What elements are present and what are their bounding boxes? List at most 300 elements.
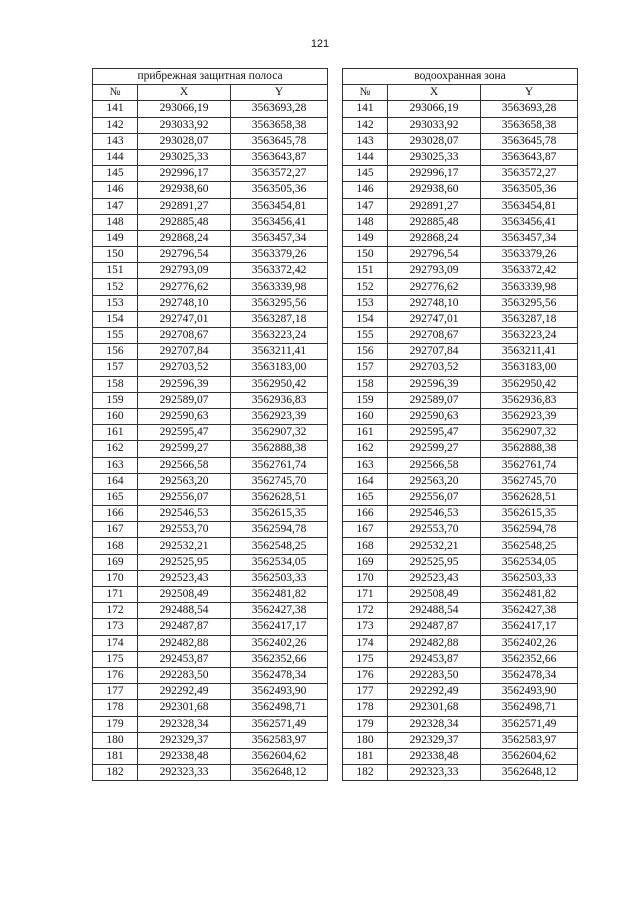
point-number-cell: 172 <box>343 603 388 619</box>
table-row <box>343 263 578 279</box>
x-coordinate-cell: 292885,48 <box>138 214 231 230</box>
y-coordinate-cell: 3563457,34 <box>481 230 578 246</box>
point-number-cell: 174 <box>343 635 388 651</box>
table-row <box>343 295 578 311</box>
x-coordinate-cell: 293066,19 <box>138 101 231 117</box>
x-coordinate-cell: 292796,54 <box>138 247 231 263</box>
x-coordinate-cell: 292525,95 <box>138 554 231 570</box>
y-coordinate-cell: 3562417,17 <box>231 619 328 635</box>
table-row <box>343 732 578 748</box>
x-coordinate-cell: 292487,87 <box>138 619 231 635</box>
table-title-row <box>343 69 578 85</box>
point-number-cell: 177 <box>93 684 138 700</box>
point-number-cell: 169 <box>93 554 138 570</box>
point-number-cell: 163 <box>343 457 388 473</box>
x-coordinate-cell: 292748,10 <box>138 295 231 311</box>
table-row <box>343 635 578 651</box>
y-coordinate-cell: 3562628,51 <box>231 489 328 505</box>
y-coordinate-cell: 3563572,27 <box>231 166 328 182</box>
x-coordinate-cell: 292599,27 <box>138 441 231 457</box>
point-number-cell: 174 <box>93 635 138 651</box>
point-number-cell: 160 <box>343 408 388 424</box>
x-coordinate-cell: 292482,88 <box>388 635 481 651</box>
y-coordinate-cell: 3563287,18 <box>231 311 328 327</box>
table-row <box>343 328 578 344</box>
point-number-cell: 164 <box>343 473 388 489</box>
x-coordinate-cell: 292566,58 <box>138 457 231 473</box>
table-row <box>93 230 328 246</box>
x-coordinate-cell: 292793,09 <box>138 263 231 279</box>
table-row <box>93 425 328 441</box>
table-row <box>93 441 328 457</box>
y-coordinate-cell: 3562950,42 <box>231 376 328 392</box>
y-coordinate-cell: 3563372,42 <box>481 263 578 279</box>
x-coordinate-cell: 292796,54 <box>388 247 481 263</box>
point-number-cell: 143 <box>93 133 138 149</box>
point-number-cell: 173 <box>343 619 388 635</box>
y-coordinate-cell: 3562648,12 <box>231 765 328 781</box>
point-number-cell: 179 <box>343 716 388 732</box>
point-number-cell: 178 <box>93 700 138 716</box>
x-coordinate-cell: 292776,62 <box>138 279 231 295</box>
x-coordinate-cell: 292996,17 <box>138 166 231 182</box>
table-row <box>93 765 328 781</box>
point-number-cell: 141 <box>93 101 138 117</box>
y-coordinate-cell: 3562548,25 <box>481 538 578 554</box>
x-coordinate-cell: 292868,24 <box>138 230 231 246</box>
x-coordinate-cell: 292553,70 <box>388 522 481 538</box>
x-coordinate-cell: 293028,07 <box>388 133 481 149</box>
point-number-cell: 165 <box>93 489 138 505</box>
table-row <box>343 489 578 505</box>
x-coordinate-cell: 292703,52 <box>388 360 481 376</box>
y-coordinate-cell: 3563372,42 <box>231 263 328 279</box>
point-number-cell: 148 <box>93 214 138 230</box>
table-row <box>93 538 328 554</box>
x-coordinate-cell: 292748,10 <box>388 295 481 311</box>
x-coordinate-cell: 292589,07 <box>138 392 231 408</box>
y-coordinate-cell: 3562615,35 <box>231 506 328 522</box>
x-coordinate-cell: 292708,67 <box>138 328 231 344</box>
y-coordinate-cell: 3562923,39 <box>481 408 578 424</box>
table-row <box>93 344 328 360</box>
y-coordinate-cell: 3563295,56 <box>481 295 578 311</box>
y-coordinate-cell: 3562907,32 <box>481 425 578 441</box>
x-coordinate-cell: 292596,39 <box>388 376 481 392</box>
x-coordinate-cell: 292556,07 <box>388 489 481 505</box>
x-coordinate-cell: 293066,19 <box>388 101 481 117</box>
table-row <box>343 570 578 586</box>
x-coordinate-cell: 292283,50 <box>388 667 481 683</box>
point-number-cell: 167 <box>93 522 138 538</box>
y-coordinate-cell: 3562888,38 <box>231 441 328 457</box>
header-number: № <box>93 85 138 101</box>
y-coordinate-cell: 3562417,17 <box>481 619 578 635</box>
header-x: X <box>388 85 481 101</box>
x-coordinate-cell: 292590,63 <box>388 408 481 424</box>
table-row <box>93 117 328 133</box>
point-number-cell: 166 <box>93 506 138 522</box>
table-title-row <box>93 69 328 85</box>
y-coordinate-cell: 3563223,24 <box>231 328 328 344</box>
y-coordinate-cell: 3563379,26 <box>231 247 328 263</box>
coastal-protection-strip-table <box>92 68 328 781</box>
point-number-cell: 162 <box>93 441 138 457</box>
x-coordinate-cell: 292885,48 <box>388 214 481 230</box>
x-coordinate-cell: 292868,24 <box>388 230 481 246</box>
y-coordinate-cell: 3562604,62 <box>481 748 578 764</box>
point-number-cell: 156 <box>93 344 138 360</box>
point-number-cell: 144 <box>93 149 138 165</box>
point-number-cell: 175 <box>93 651 138 667</box>
table-row <box>93 522 328 538</box>
table-row <box>93 376 328 392</box>
y-coordinate-cell: 3562745,70 <box>481 473 578 489</box>
y-coordinate-cell: 3563693,28 <box>231 101 328 117</box>
table-row <box>343 117 578 133</box>
point-number-cell: 142 <box>93 117 138 133</box>
x-coordinate-cell: 292546,53 <box>138 506 231 522</box>
table-row <box>343 441 578 457</box>
x-coordinate-cell: 292747,01 <box>138 311 231 327</box>
y-coordinate-cell: 3562936,83 <box>481 392 578 408</box>
header-y: Y <box>231 85 328 101</box>
point-number-cell: 151 <box>93 263 138 279</box>
x-coordinate-cell: 292532,21 <box>388 538 481 554</box>
point-number-cell: 158 <box>343 376 388 392</box>
x-coordinate-cell: 292566,58 <box>388 457 481 473</box>
y-coordinate-cell: 3563223,24 <box>481 328 578 344</box>
point-number-cell: 159 <box>343 392 388 408</box>
point-number-cell: 179 <box>93 716 138 732</box>
x-coordinate-cell: 292708,67 <box>388 328 481 344</box>
point-number-cell: 164 <box>93 473 138 489</box>
point-number-cell: 163 <box>93 457 138 473</box>
y-coordinate-cell: 3563183,00 <box>231 360 328 376</box>
point-number-cell: 181 <box>343 748 388 764</box>
table-row <box>93 587 328 603</box>
y-coordinate-cell: 3562478,34 <box>231 667 328 683</box>
x-coordinate-cell: 292328,34 <box>138 716 231 732</box>
table-row <box>343 101 578 117</box>
x-coordinate-cell: 293033,92 <box>388 117 481 133</box>
table-row <box>343 166 578 182</box>
point-number-cell: 157 <box>93 360 138 376</box>
table-row <box>93 198 328 214</box>
table-row <box>343 506 578 522</box>
y-coordinate-cell: 3562761,74 <box>481 457 578 473</box>
x-coordinate-cell: 292563,20 <box>138 473 231 489</box>
x-coordinate-cell: 293028,07 <box>138 133 231 149</box>
table-row <box>343 392 578 408</box>
point-number-cell: 161 <box>93 425 138 441</box>
table-row <box>93 214 328 230</box>
table-row <box>343 667 578 683</box>
table-row <box>93 392 328 408</box>
y-coordinate-cell: 3562571,49 <box>481 716 578 732</box>
point-number-cell: 148 <box>343 214 388 230</box>
table-row <box>343 230 578 246</box>
x-coordinate-cell: 292556,07 <box>138 489 231 505</box>
y-coordinate-cell: 3562481,82 <box>231 587 328 603</box>
y-coordinate-cell: 3562571,49 <box>231 716 328 732</box>
y-coordinate-cell: 3562594,78 <box>231 522 328 538</box>
point-number-cell: 180 <box>93 732 138 748</box>
point-number-cell: 168 <box>343 538 388 554</box>
table-row <box>93 295 328 311</box>
table-row <box>93 457 328 473</box>
y-coordinate-cell: 3562503,33 <box>231 570 328 586</box>
table-row <box>93 133 328 149</box>
x-coordinate-cell: 292793,09 <box>388 263 481 279</box>
point-number-cell: 155 <box>93 328 138 344</box>
x-coordinate-cell: 292707,84 <box>138 344 231 360</box>
x-coordinate-cell: 292453,87 <box>138 651 231 667</box>
x-coordinate-cell: 292488,54 <box>388 603 481 619</box>
table-row <box>343 748 578 764</box>
x-coordinate-cell: 292488,54 <box>138 603 231 619</box>
table-row <box>343 198 578 214</box>
table-row <box>93 166 328 182</box>
x-coordinate-cell: 292329,37 <box>388 732 481 748</box>
y-coordinate-cell: 3562923,39 <box>231 408 328 424</box>
point-number-cell: 150 <box>343 247 388 263</box>
y-coordinate-cell: 3562615,35 <box>481 506 578 522</box>
x-coordinate-cell: 292487,87 <box>388 619 481 635</box>
x-coordinate-cell: 292508,49 <box>388 587 481 603</box>
x-coordinate-cell: 292338,48 <box>388 748 481 764</box>
y-coordinate-cell: 3562534,05 <box>481 554 578 570</box>
x-coordinate-cell: 292523,43 <box>388 570 481 586</box>
x-coordinate-cell: 293025,33 <box>138 149 231 165</box>
page-number: 121 <box>310 38 330 50</box>
table-row <box>93 101 328 117</box>
y-coordinate-cell: 3563211,41 <box>231 344 328 360</box>
point-number-cell: 160 <box>93 408 138 424</box>
y-coordinate-cell: 3562548,25 <box>231 538 328 554</box>
table-row <box>343 619 578 635</box>
y-coordinate-cell: 3562745,70 <box>231 473 328 489</box>
table-row <box>93 570 328 586</box>
x-coordinate-cell: 292301,68 <box>388 700 481 716</box>
table-row <box>343 247 578 263</box>
y-coordinate-cell: 3563643,87 <box>481 149 578 165</box>
y-coordinate-cell: 3563287,18 <box>481 311 578 327</box>
y-coordinate-cell: 3563457,34 <box>231 230 328 246</box>
x-coordinate-cell: 292329,37 <box>138 732 231 748</box>
y-coordinate-cell: 3563456,41 <box>481 214 578 230</box>
x-coordinate-cell: 292590,63 <box>138 408 231 424</box>
point-number-cell: 149 <box>93 230 138 246</box>
table-row <box>343 344 578 360</box>
y-coordinate-cell: 3562628,51 <box>481 489 578 505</box>
point-number-cell: 168 <box>93 538 138 554</box>
point-number-cell: 165 <box>343 489 388 505</box>
header-number: № <box>343 85 388 101</box>
y-coordinate-cell: 3563658,38 <box>231 117 328 133</box>
table-row <box>343 554 578 570</box>
y-coordinate-cell: 3563211,41 <box>481 344 578 360</box>
table-row <box>343 360 578 376</box>
point-number-cell: 146 <box>343 182 388 198</box>
table-row <box>93 732 328 748</box>
y-coordinate-cell: 3562402,26 <box>481 635 578 651</box>
point-number-cell: 176 <box>93 667 138 683</box>
x-coordinate-cell: 292595,47 <box>388 425 481 441</box>
point-number-cell: 161 <box>343 425 388 441</box>
table-header-row <box>343 85 578 101</box>
point-number-cell: 177 <box>343 684 388 700</box>
y-coordinate-cell: 3562648,12 <box>481 765 578 781</box>
table-row <box>93 328 328 344</box>
table-row <box>343 765 578 781</box>
y-coordinate-cell: 3562761,74 <box>231 457 328 473</box>
point-number-cell: 159 <box>93 392 138 408</box>
y-coordinate-cell: 3562907,32 <box>231 425 328 441</box>
y-coordinate-cell: 3562427,38 <box>481 603 578 619</box>
x-coordinate-cell: 292482,88 <box>138 635 231 651</box>
point-number-cell: 181 <box>93 748 138 764</box>
table-row <box>93 408 328 424</box>
point-number-cell: 149 <box>343 230 388 246</box>
table-row <box>343 684 578 700</box>
y-coordinate-cell: 3562493,90 <box>231 684 328 700</box>
y-coordinate-cell: 3562583,97 <box>231 732 328 748</box>
point-number-cell: 150 <box>93 247 138 263</box>
table-row <box>93 279 328 295</box>
y-coordinate-cell: 3562493,90 <box>481 684 578 700</box>
point-number-cell: 155 <box>343 328 388 344</box>
y-coordinate-cell: 3563339,98 <box>481 279 578 295</box>
point-number-cell: 145 <box>93 166 138 182</box>
y-coordinate-cell: 3562594,78 <box>481 522 578 538</box>
x-coordinate-cell: 292323,33 <box>388 765 481 781</box>
table-row <box>343 279 578 295</box>
point-number-cell: 170 <box>93 570 138 586</box>
y-coordinate-cell: 3562498,71 <box>231 700 328 716</box>
table-row <box>93 311 328 327</box>
table-row <box>343 587 578 603</box>
point-number-cell: 180 <box>343 732 388 748</box>
x-coordinate-cell: 292508,49 <box>138 587 231 603</box>
x-coordinate-cell: 293025,33 <box>388 149 481 165</box>
table-row <box>343 149 578 165</box>
x-coordinate-cell: 292599,27 <box>388 441 481 457</box>
point-number-cell: 172 <box>93 603 138 619</box>
point-number-cell: 147 <box>343 198 388 214</box>
point-number-cell: 175 <box>343 651 388 667</box>
table-row <box>93 716 328 732</box>
point-number-cell: 143 <box>343 133 388 149</box>
y-coordinate-cell: 3563645,78 <box>481 133 578 149</box>
y-coordinate-cell: 3563295,56 <box>231 295 328 311</box>
x-coordinate-cell: 292707,84 <box>388 344 481 360</box>
x-coordinate-cell: 292776,62 <box>388 279 481 295</box>
x-coordinate-cell: 292891,27 <box>388 198 481 214</box>
point-number-cell: 166 <box>343 506 388 522</box>
x-coordinate-cell: 292532,21 <box>138 538 231 554</box>
y-coordinate-cell: 3563454,81 <box>481 198 578 214</box>
y-coordinate-cell: 3562583,97 <box>481 732 578 748</box>
table-row <box>93 684 328 700</box>
y-coordinate-cell: 3563643,87 <box>231 149 328 165</box>
point-number-cell: 170 <box>343 570 388 586</box>
table-title: водоохранная зона <box>343 69 578 85</box>
table-row <box>93 182 328 198</box>
x-coordinate-cell: 292996,17 <box>388 166 481 182</box>
table-row <box>343 182 578 198</box>
y-coordinate-cell: 3563505,36 <box>231 182 328 198</box>
point-number-cell: 153 <box>93 295 138 311</box>
table-row <box>343 473 578 489</box>
x-coordinate-cell: 292546,53 <box>388 506 481 522</box>
y-coordinate-cell: 3563183,00 <box>481 360 578 376</box>
y-coordinate-cell: 3563645,78 <box>231 133 328 149</box>
table-title: прибрежная защитная полоса <box>93 69 328 85</box>
table-row <box>93 619 328 635</box>
header-y: Y <box>481 85 578 101</box>
y-coordinate-cell: 3563505,36 <box>481 182 578 198</box>
y-coordinate-cell: 3562402,26 <box>231 635 328 651</box>
x-coordinate-cell: 292596,39 <box>138 376 231 392</box>
table-row <box>343 425 578 441</box>
x-coordinate-cell: 292747,01 <box>388 311 481 327</box>
x-coordinate-cell: 292292,49 <box>138 684 231 700</box>
table-row <box>343 376 578 392</box>
x-coordinate-cell: 292703,52 <box>138 360 231 376</box>
point-number-cell: 157 <box>343 360 388 376</box>
table-row <box>93 554 328 570</box>
point-number-cell: 146 <box>93 182 138 198</box>
table-row <box>93 360 328 376</box>
x-coordinate-cell: 292283,50 <box>138 667 231 683</box>
x-coordinate-cell: 292523,43 <box>138 570 231 586</box>
point-number-cell: 152 <box>93 279 138 295</box>
table-row <box>343 133 578 149</box>
table-row <box>93 506 328 522</box>
point-number-cell: 142 <box>343 117 388 133</box>
table-row <box>343 700 578 716</box>
point-number-cell: 167 <box>343 522 388 538</box>
y-coordinate-cell: 3563693,28 <box>481 101 578 117</box>
x-coordinate-cell: 292938,60 <box>138 182 231 198</box>
point-number-cell: 151 <box>343 263 388 279</box>
table-row <box>93 473 328 489</box>
y-coordinate-cell: 3562352,66 <box>481 651 578 667</box>
x-coordinate-cell: 292328,34 <box>388 716 481 732</box>
x-coordinate-cell: 292453,87 <box>388 651 481 667</box>
table-row <box>93 635 328 651</box>
point-number-cell: 141 <box>343 101 388 117</box>
water-protection-zone-table <box>342 68 578 781</box>
x-coordinate-cell: 292301,68 <box>138 700 231 716</box>
point-number-cell: 147 <box>93 198 138 214</box>
y-coordinate-cell: 3562503,33 <box>481 570 578 586</box>
point-number-cell: 173 <box>93 619 138 635</box>
table-row <box>93 149 328 165</box>
table-header-row <box>93 85 328 101</box>
point-number-cell: 156 <box>343 344 388 360</box>
point-number-cell: 171 <box>343 587 388 603</box>
point-number-cell: 176 <box>343 667 388 683</box>
y-coordinate-cell: 3562352,66 <box>231 651 328 667</box>
point-number-cell: 154 <box>343 311 388 327</box>
point-number-cell: 182 <box>343 765 388 781</box>
table-row <box>343 214 578 230</box>
point-number-cell: 153 <box>343 295 388 311</box>
y-coordinate-cell: 3562478,34 <box>481 667 578 683</box>
table-row <box>93 748 328 764</box>
